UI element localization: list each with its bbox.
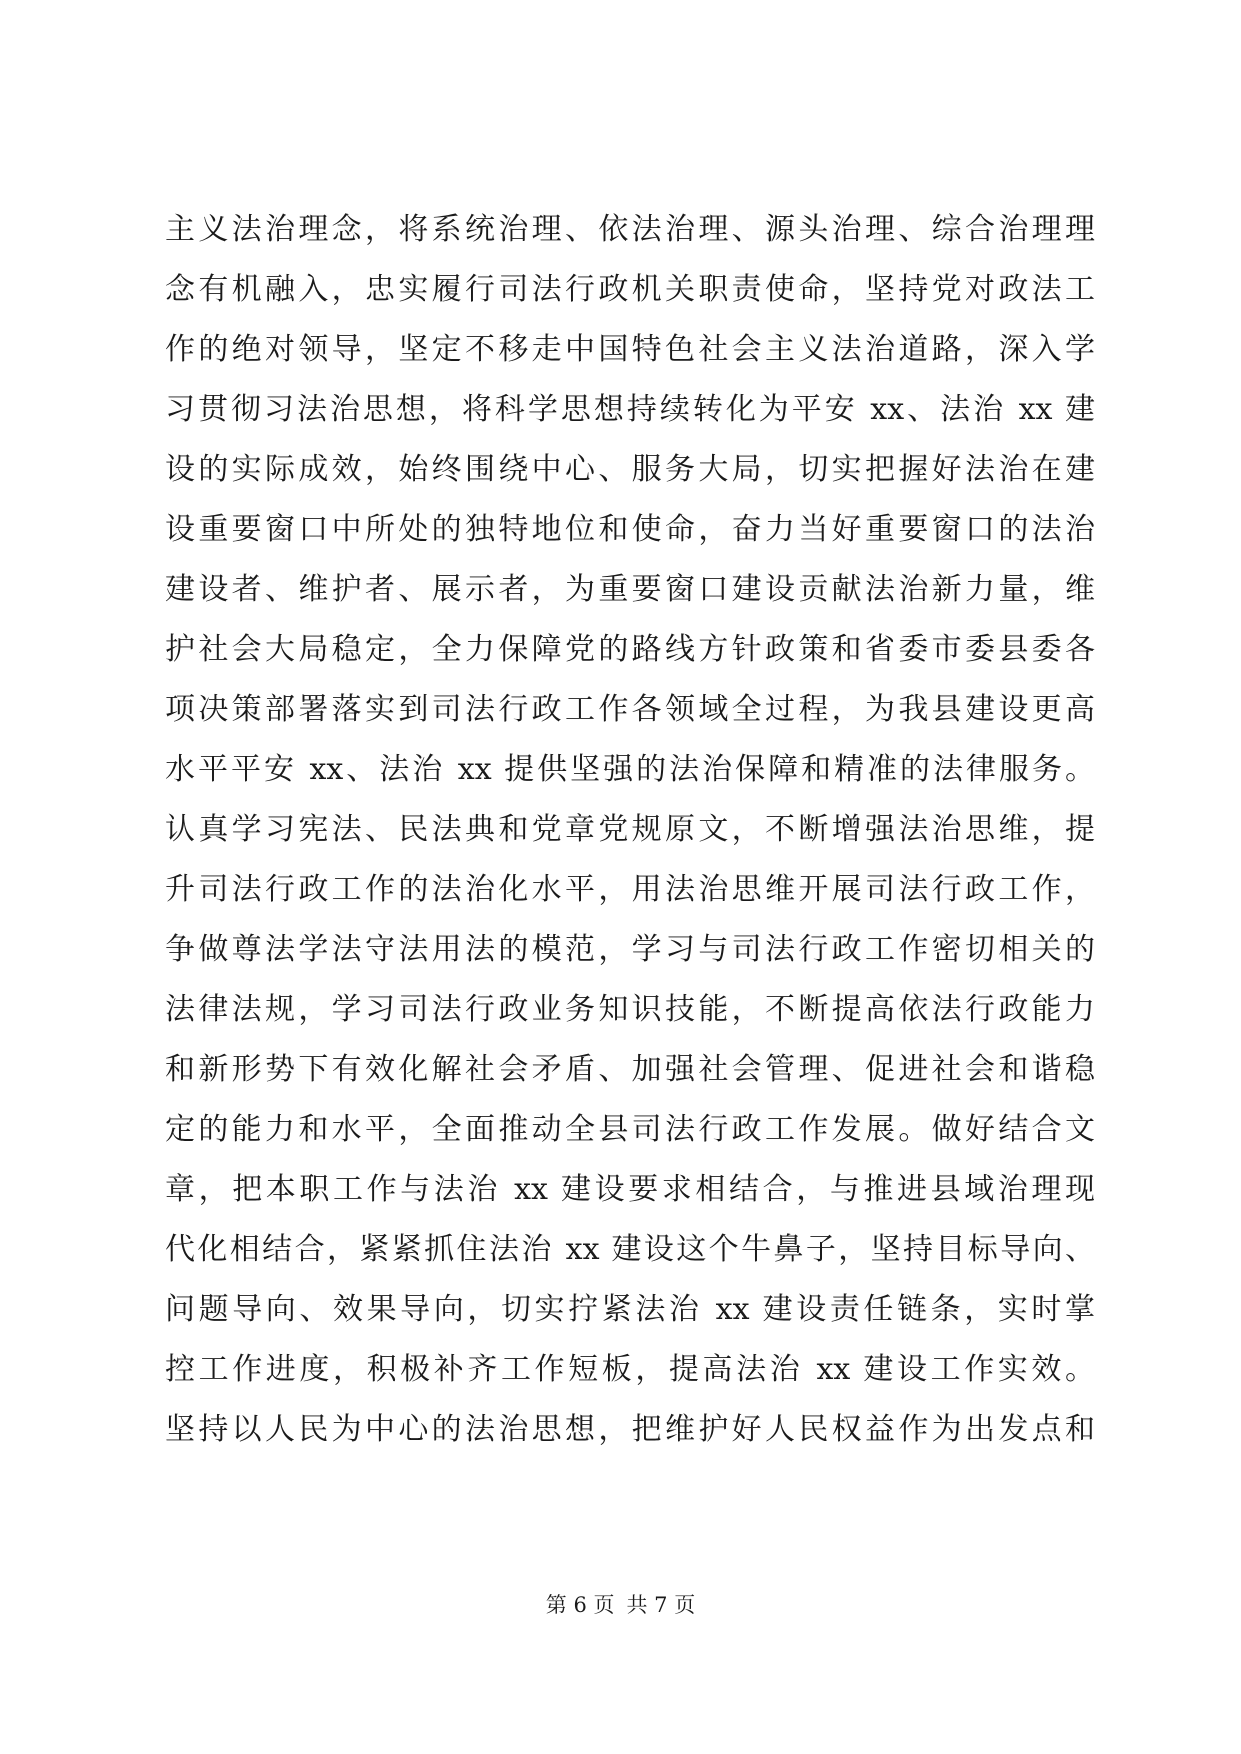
text-line: 设的实际成效，始终围绕中心、服务大局，切实把握好法治在建 (165, 452, 1095, 487)
text-line: 念有机融入，忠实履行司法行政机关职责使命，坚持党对政法工 (165, 272, 1095, 307)
text-line: 主义法治理念，将系统治理、依法治理、源头治理、综合治理理 (165, 212, 1095, 247)
text-line: 习贯彻习法治思想，将科学思想持续转化为平安 xx、法治 xx 建 (165, 392, 1095, 427)
text-line: 和新形势下有效化解社会矛盾、加强社会管理、促进社会和谐稳 (165, 1052, 1095, 1087)
text-line: 护社会大局稳定，全力保障党的路线方针政策和省委市委县委各 (165, 632, 1095, 667)
text-line: 法律法规，学习司法行政业务知识技能，不断提高依法行政能力 (165, 992, 1095, 1027)
text-line: 控工作进度，积极补齐工作短板，提高法治 xx 建设工作实效。 (165, 1352, 1095, 1387)
text-line: 代化相结合，紧紧抓住法治 xx 建设这个牛鼻子，坚持目标导向、 (165, 1232, 1095, 1267)
text-line: 作的绝对领导，坚定不移走中国特色社会主义法治道路，深入学 (165, 332, 1095, 367)
page-number-total: 共 7 页 (626, 1593, 696, 1617)
text-line: 定的能力和水平，全面推动全县司法行政工作发展。做好结合文 (165, 1112, 1095, 1147)
text-line: 升司法行政工作的法治化水平，用法治思维开展司法行政工作， (165, 872, 1095, 907)
page-number-current: 第 6 页 (545, 1593, 615, 1617)
page-footer (0, 1590, 1241, 1620)
text-line: 水平平安 xx、法治 xx 提供坚强的法治保障和精准的法律服务。 (165, 752, 1095, 787)
text-line: 设重要窗口中所处的独特地位和使命，奋力当好重要窗口的法治 (165, 512, 1095, 547)
text-line: 章，把本职工作与法治 xx 建设要求相结合，与推进县域治理现 (165, 1172, 1095, 1207)
text-line: 问题导向、效果导向，切实拧紧法治 xx 建设责任链条，实时掌 (165, 1292, 1095, 1327)
text-line: 坚持以人民为中心的法治思想，把维护好人民权益作为出发点和 (165, 1412, 1095, 1447)
text-line: 建设者、维护者、展示者，为重要窗口建设贡献法治新力量，维 (165, 572, 1095, 607)
text-line: 认真学习宪法、民法典和党章党规原文，不断增强法治思维，提 (165, 812, 1095, 847)
text-line: 项决策部署落实到司法行政工作各领域全过程，为我县建设更高 (165, 692, 1095, 727)
text-line: 争做尊法学法守法用法的模范，学习与司法行政工作密切相关的 (165, 932, 1095, 967)
